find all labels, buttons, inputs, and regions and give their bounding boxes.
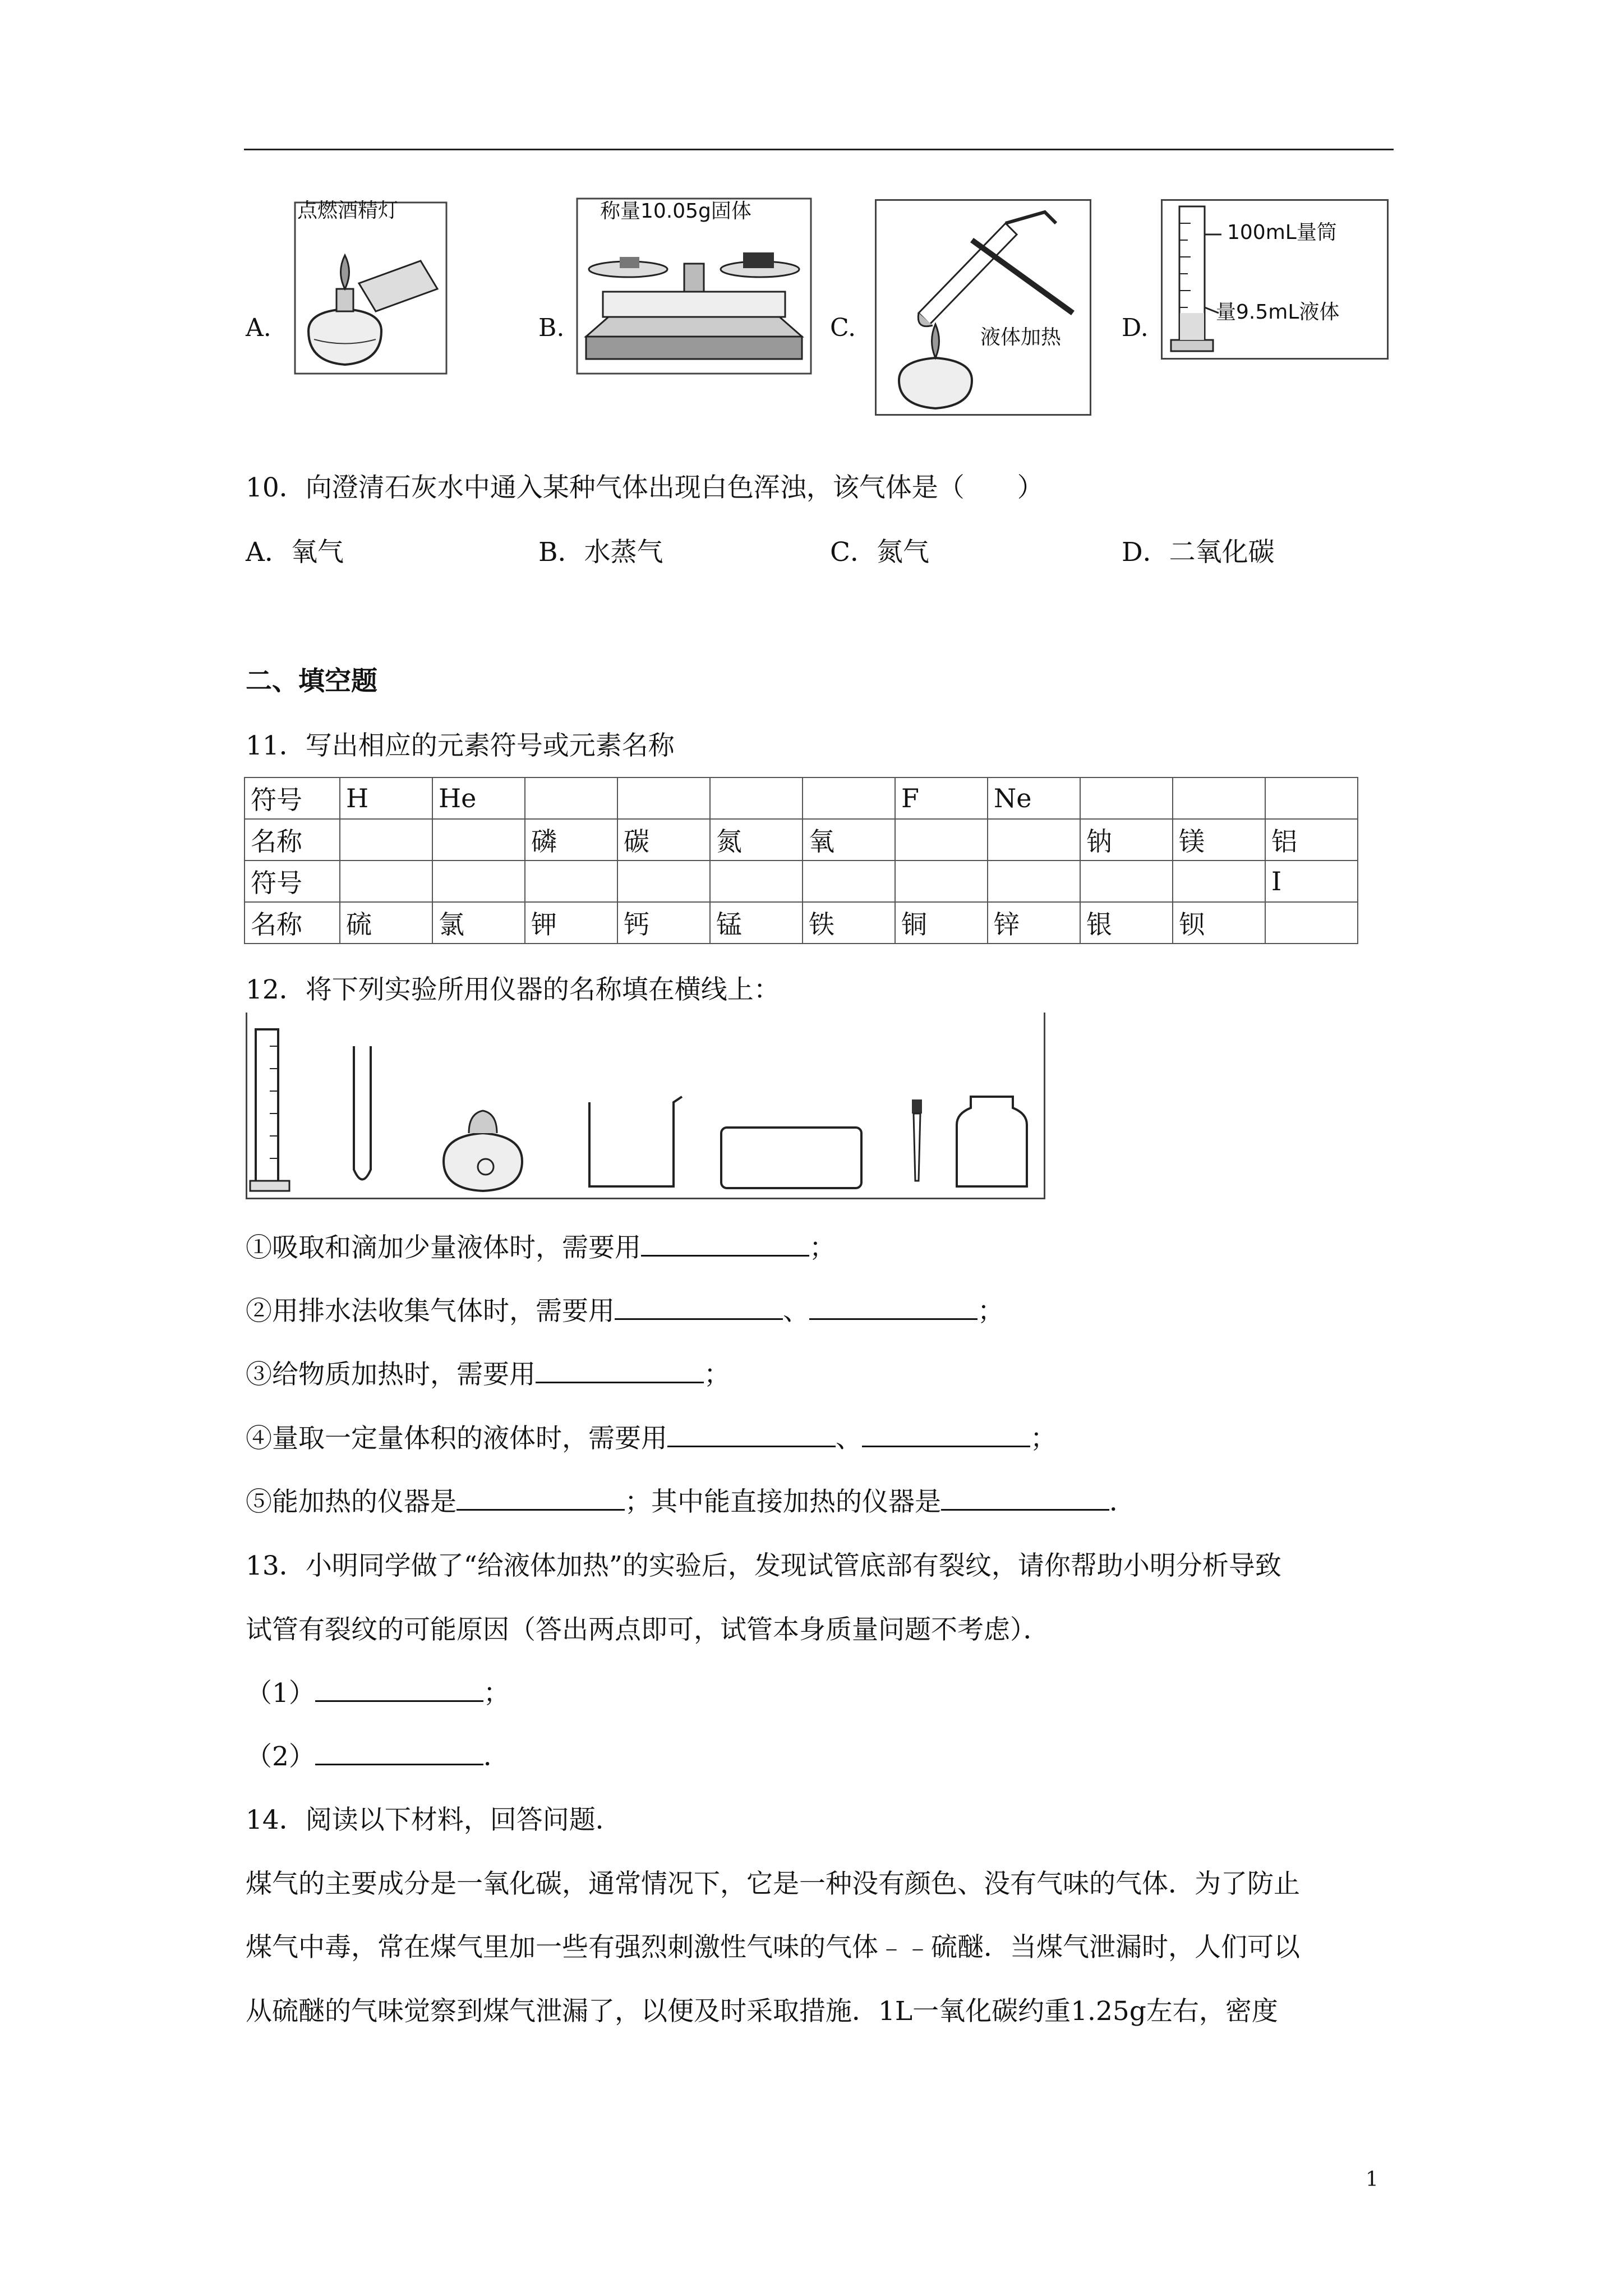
answer-blank[interactable] xyxy=(536,1358,704,1383)
row-label-cell: 名称 xyxy=(245,819,340,861)
option-a-letter: A. xyxy=(246,314,271,342)
table-cell: 磷 xyxy=(525,819,617,861)
table-cell[interactable] xyxy=(617,861,710,902)
table-cell: 锰 xyxy=(710,902,803,944)
page-number: 1 xyxy=(1366,2168,1378,2191)
option-b-caption: 称量10.05g固体 xyxy=(600,200,751,223)
header-rule xyxy=(244,149,1394,150)
option-d-caption-bottom: 量9.5mL液体 xyxy=(1216,301,1340,324)
table-cell[interactable] xyxy=(340,819,432,861)
table-cell: He xyxy=(432,777,525,819)
option-d-figure xyxy=(1161,199,1389,360)
table-cell[interactable] xyxy=(340,861,432,902)
table-cell[interactable] xyxy=(1080,861,1173,902)
q13-answer-2: （2） ． xyxy=(246,1741,510,1772)
q12-item-2: ②用排水法收集气体时，需要用 、 ； xyxy=(246,1296,1004,1327)
table-cell[interactable] xyxy=(710,861,803,902)
table-row xyxy=(245,902,1358,944)
q12-item-4: ④量取一定量体积的液体时，需要用 、 ； xyxy=(246,1423,1057,1454)
table-cell[interactable] xyxy=(432,819,525,861)
q10-option-b: B．水蒸气 xyxy=(538,537,663,568)
table-cell: 铜 xyxy=(895,902,988,944)
table-cell: 钾 xyxy=(525,902,617,944)
answer-blank[interactable] xyxy=(641,1231,809,1257)
table-cell: 铝 xyxy=(1265,819,1358,861)
element-table xyxy=(244,777,1358,944)
answer-blank[interactable] xyxy=(315,1740,483,1765)
row-label-cell: 符号 xyxy=(245,861,340,902)
q14-paragraph-line-2: 煤气中毒，常在煤气里加一些有强烈刺激性气味的气体﹣﹣硫醚．当煤气泄漏时，人们可以 xyxy=(246,1932,1300,1963)
table-cell[interactable] xyxy=(1173,861,1265,902)
table-cell: 锌 xyxy=(988,902,1080,944)
table-cell: 氯 xyxy=(432,902,525,944)
option-d-letter: D. xyxy=(1122,314,1149,342)
table-cell: 碳 xyxy=(617,819,710,861)
table-cell[interactable] xyxy=(525,861,617,902)
option-a-caption: 点燃酒精灯 xyxy=(297,199,399,222)
q10-option-c: C．氮气 xyxy=(830,537,929,568)
answer-blank[interactable] xyxy=(941,1485,1109,1511)
q12-item-3: ③给物质加热时，需要用 ； xyxy=(246,1359,730,1390)
answer-blank[interactable] xyxy=(615,1295,783,1320)
table-cell[interactable] xyxy=(988,861,1080,902)
table-cell[interactable] xyxy=(895,819,988,861)
table-cell[interactable] xyxy=(617,777,710,819)
table-cell[interactable] xyxy=(710,777,803,819)
table-cell[interactable] xyxy=(895,861,988,902)
answer-blank[interactable] xyxy=(457,1485,625,1511)
option-a-figure xyxy=(292,199,451,379)
q13-answer-1: （1） ； xyxy=(246,1678,510,1709)
instruments-figure xyxy=(246,1013,1045,1199)
q13-line-2: 试管有裂纹的可能原因（答出两点即可，试管本身质量问题不考虑）． xyxy=(246,1614,1050,1645)
q12-stem: 12．将下列实验所用仪器的名称填在横线上： xyxy=(246,974,780,1005)
q10-option-a: A．氧气 xyxy=(246,537,344,568)
table-cell: Ne xyxy=(988,777,1080,819)
table-cell[interactable] xyxy=(1080,777,1173,819)
row-label-cell: 名称 xyxy=(245,902,340,944)
table-cell[interactable] xyxy=(988,819,1080,861)
table-cell[interactable] xyxy=(803,861,895,902)
answer-blank[interactable] xyxy=(809,1295,978,1320)
option-c-letter: C. xyxy=(830,314,856,342)
table-row xyxy=(245,819,1358,861)
q14-paragraph-line-3: 从硫醚的气味觉察到煤气泄漏了，以便及时采取措施．1L一氧化碳约重1.25g左右，密度 xyxy=(246,1996,1278,2027)
table-cell: F xyxy=(895,777,988,819)
table-cell: 镁 xyxy=(1173,819,1265,861)
table-cell: 氧 xyxy=(803,819,895,861)
option-c-caption: 液体加热 xyxy=(980,326,1062,349)
q10-stem: 10．向澄清石灰水中通入某种气体出现白色浑浊，该气体是（ ） xyxy=(246,472,1044,503)
option-b-letter: B. xyxy=(538,314,565,342)
table-cell: H xyxy=(340,777,432,819)
q13-line-1: 13．小明同学做了“给液体加热”的实验后，发现试管底部有裂纹，请你帮助小明分析导致 xyxy=(246,1550,1281,1581)
alcohol-lamp-lighting-illustration xyxy=(292,199,451,379)
table-cell[interactable] xyxy=(525,777,617,819)
table-cell: 钡 xyxy=(1173,902,1265,944)
table-cell: 银 xyxy=(1080,902,1173,944)
q10-option-d: D．二氧化碳 xyxy=(1122,537,1275,568)
option-b-figure xyxy=(575,196,813,376)
table-row xyxy=(245,861,1358,902)
table-cell[interactable] xyxy=(1173,777,1265,819)
row-label-cell: 符号 xyxy=(245,777,340,819)
answer-blank[interactable] xyxy=(862,1422,1030,1447)
table-cell: 铁 xyxy=(803,902,895,944)
q14-paragraph-line-1: 煤气的主要成分是一氧化碳，通常情况下，它是一种没有颜色、没有气味的气体．为了防止 xyxy=(246,1869,1300,1899)
answer-blank[interactable] xyxy=(315,1677,483,1702)
q12-item-1: ①吸取和滴加少量液体时，需要用 ； xyxy=(246,1232,836,1263)
table-cell: 钙 xyxy=(617,902,710,944)
table-cell: 氮 xyxy=(710,819,803,861)
section-title: 二、填空题 xyxy=(246,666,377,697)
answer-blank[interactable] xyxy=(667,1422,836,1447)
table-cell[interactable] xyxy=(432,861,525,902)
table-cell[interactable] xyxy=(1265,902,1358,944)
liquid-heating-illustration xyxy=(877,201,1090,414)
q11-stem: 11．写出相应的元素符号或元素名称 xyxy=(246,730,675,761)
q14-stem: 14．阅读以下材料，回答问题． xyxy=(246,1805,622,1835)
table-cell: 硫 xyxy=(340,902,432,944)
q12-item-5: ⑤能加热的仪器是 ；其中能直接加热的仪器是 ． xyxy=(246,1487,1136,1517)
lab-instruments-illustration xyxy=(247,1013,1044,1198)
option-d-caption-top: 100mL量筒 xyxy=(1227,221,1337,244)
table-row xyxy=(245,777,1358,819)
table-cell: I xyxy=(1265,861,1358,902)
table-cell[interactable] xyxy=(1265,777,1358,819)
table-cell: 钠 xyxy=(1080,819,1173,861)
option-c-figure xyxy=(875,199,1091,416)
table-cell[interactable] xyxy=(803,777,895,819)
